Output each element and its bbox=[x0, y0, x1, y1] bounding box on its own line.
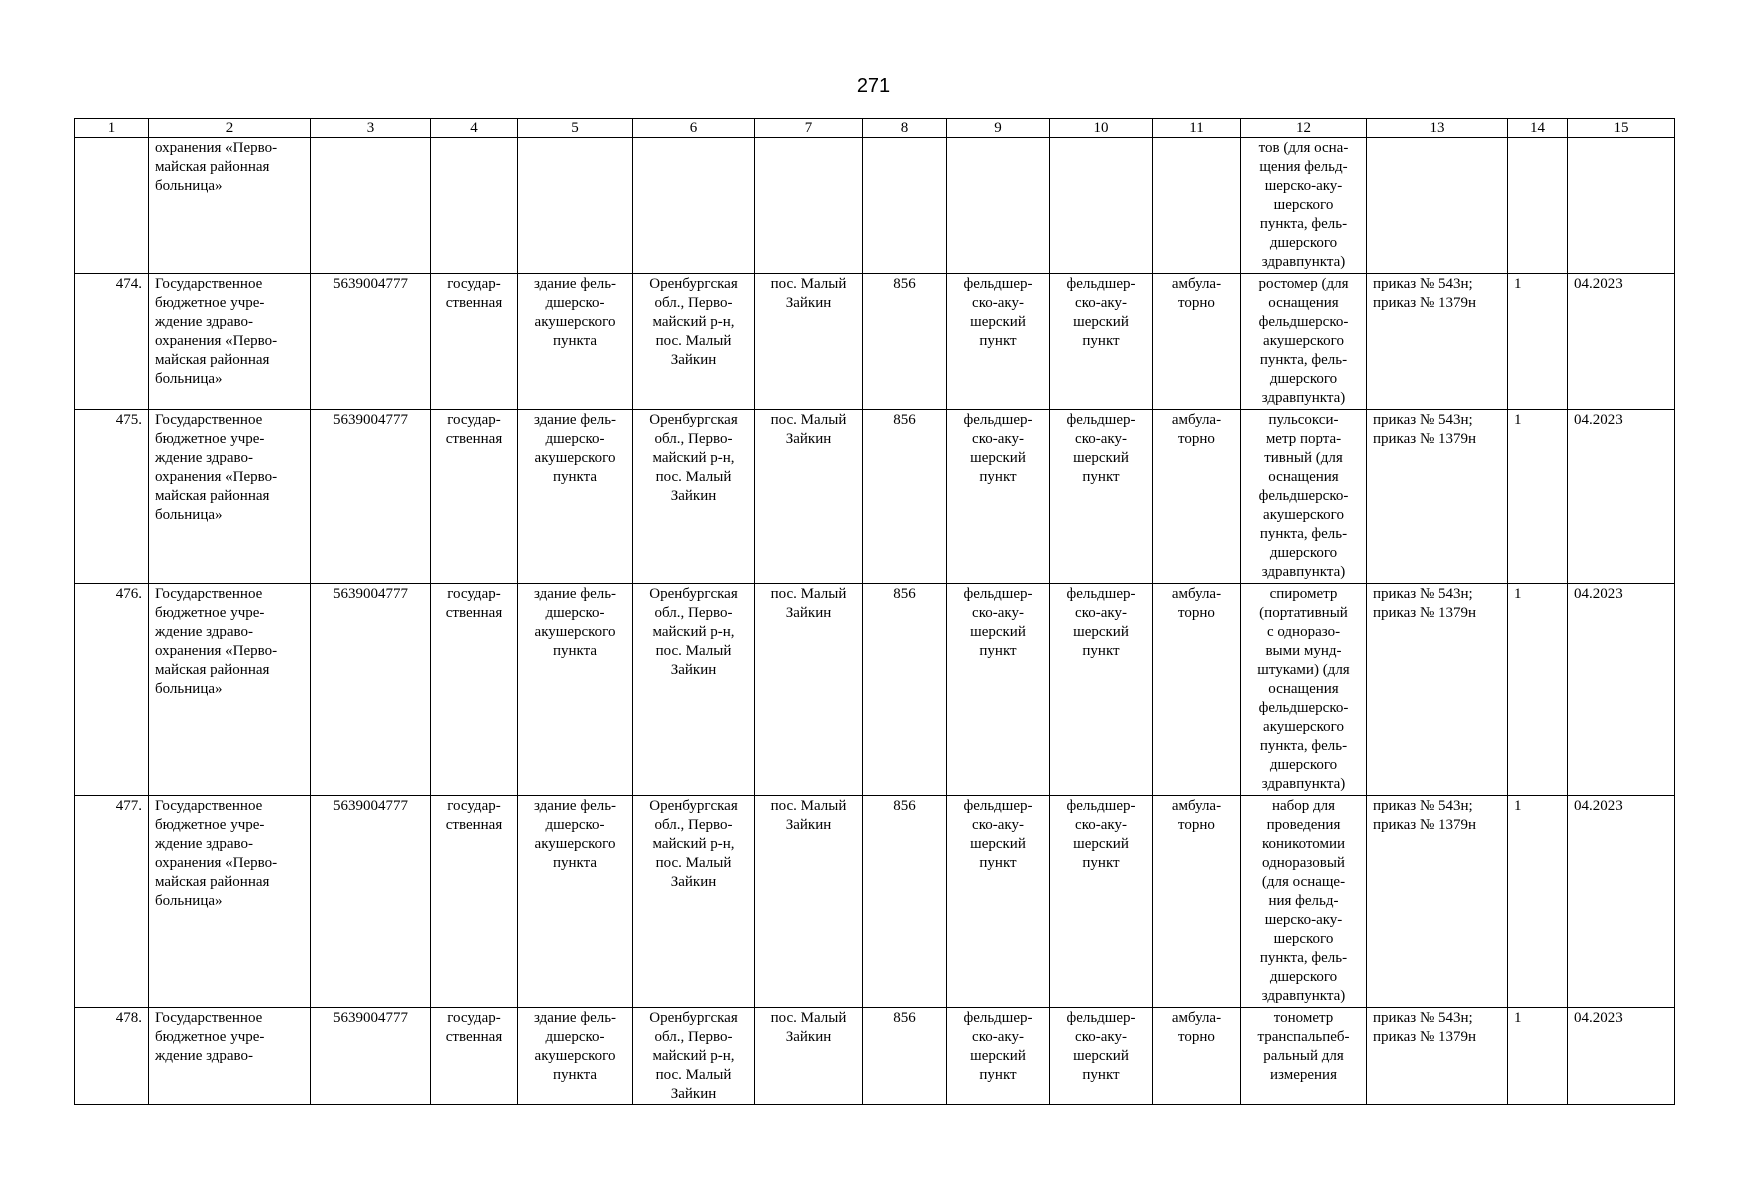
cell-regulation-order: приказ № 543н; приказ № 1379н bbox=[1367, 584, 1508, 796]
cell-ownership-form: государ- ственная bbox=[431, 1008, 518, 1105]
cell-row-number: 477. bbox=[75, 796, 149, 1008]
cell-organization-name: Государственное бюджетное учре- ждение здраво- охранения «Перво- майская районная больница» bbox=[149, 796, 311, 1008]
cell-care-condition bbox=[1153, 138, 1241, 274]
cell-row-number: 476. bbox=[75, 584, 149, 796]
cell-regulation-order: приказ № 543н; приказ № 1379н bbox=[1367, 410, 1508, 584]
cell-regulation-order: приказ № 543н; приказ № 1379н bbox=[1367, 796, 1508, 1008]
column-header: 1 bbox=[75, 119, 149, 138]
cell-code: 856 bbox=[863, 584, 947, 796]
cell-code: 856 bbox=[863, 274, 947, 410]
cell-facility-type: фельдшер- ско-аку- шерский пункт bbox=[947, 410, 1050, 584]
cell-quantity: 1 bbox=[1508, 796, 1568, 1008]
cell-subdivision-type: фельдшер- ско-аку- шерский пункт bbox=[1050, 584, 1153, 796]
cell-inn: 5639004777 bbox=[311, 1008, 431, 1105]
table-row bbox=[75, 584, 1675, 796]
column-header: 2 bbox=[149, 119, 311, 138]
cell-address: Оренбургская обл., Перво- майский р-н, пос. Малый Зайкин bbox=[633, 796, 755, 1008]
cell-settlement: пос. Малый Зайкин bbox=[755, 274, 863, 410]
cell-settlement bbox=[755, 138, 863, 274]
cell-regulation-order bbox=[1367, 138, 1508, 274]
column-header: 12 bbox=[1241, 119, 1367, 138]
cell-facility-type: фельдшер- ско-аку- шерский пункт bbox=[947, 274, 1050, 410]
cell-care-condition: амбула- торно bbox=[1153, 274, 1241, 410]
cell-settlement: пос. Малый Зайкин bbox=[755, 1008, 863, 1105]
table-row bbox=[75, 410, 1675, 584]
cell-subdivision-type: фельдшер- ско-аку- шерский пункт bbox=[1050, 1008, 1153, 1105]
cell-address: Оренбургская обл., Перво- майский р-н, пос. Малый Зайкин bbox=[633, 410, 755, 584]
cell-deadline: 04.2023 bbox=[1568, 410, 1675, 584]
table-row bbox=[75, 796, 1675, 1008]
cell-equipment-name: ростомер (для оснащения фельдшерско- акушерского пункта, фель- дшерского здравпункта) bbox=[1241, 274, 1367, 410]
cell-facility-type: фельдшер- ско-аку- шерский пункт bbox=[947, 1008, 1050, 1105]
cell-deadline: 04.2023 bbox=[1568, 274, 1675, 410]
cell-organization-name: охранения «Перво- майская районная больница» bbox=[149, 138, 311, 274]
column-header: 7 bbox=[755, 119, 863, 138]
cell-address: Оренбургская обл., Перво- майский р-н, пос. Малый Зайкин bbox=[633, 274, 755, 410]
cell-facility-type: фельдшер- ско-аку- шерский пункт bbox=[947, 584, 1050, 796]
cell-settlement: пос. Малый Зайкин bbox=[755, 584, 863, 796]
cell-facility-type: фельдшер- ско-аку- шерский пункт bbox=[947, 796, 1050, 1008]
cell-care-condition: амбула- торно bbox=[1153, 584, 1241, 796]
page-number: 271 bbox=[856, 75, 891, 97]
register-table bbox=[74, 118, 1675, 1105]
cell-row-number: 475. bbox=[75, 410, 149, 584]
cell-equipment-name: тов (для осна- щения фельд- шерско-аку- шерского пункта, фель- дшерского здравпункта) bbox=[1241, 138, 1367, 274]
cell-organization-name: Государственное бюджетное учре- ждение здраво- bbox=[149, 1008, 311, 1105]
cell-row-number: 474. bbox=[75, 274, 149, 410]
cell-care-condition: амбула- торно bbox=[1153, 796, 1241, 1008]
column-header: 9 bbox=[947, 119, 1050, 138]
cell-building-type: здание фель- дшерско- акушерского пункта bbox=[518, 796, 633, 1008]
cell-inn: 5639004777 bbox=[311, 796, 431, 1008]
column-header: 3 bbox=[311, 119, 431, 138]
cell-subdivision-type bbox=[1050, 138, 1153, 274]
table-body bbox=[75, 138, 1675, 1105]
cell-address bbox=[633, 138, 755, 274]
cell-deadline: 04.2023 bbox=[1568, 584, 1675, 796]
cell-quantity bbox=[1508, 138, 1568, 274]
cell-building-type: здание фель- дшерско- акушерского пункта bbox=[518, 1008, 633, 1105]
cell-ownership-form: государ- ственная bbox=[431, 796, 518, 1008]
column-header: 15 bbox=[1568, 119, 1675, 138]
cell-ownership-form: государ- ственная bbox=[431, 274, 518, 410]
cell-equipment-name: тонометр транспальпеб- ральный для измерения bbox=[1241, 1008, 1367, 1105]
cell-organization-name: Государственное бюджетное учре- ждение здраво- охранения «Перво- майская районная больница» bbox=[149, 410, 311, 584]
cell-equipment-name: набор для проведения коникотомии одноразовый (для оснаще- ния фельд- шерско-аку- шерского пункта, фель- дшерского здравпункта) bbox=[1241, 796, 1367, 1008]
cell-organization-name: Государственное бюджетное учре- ждение здраво- охранения «Перво- майская районная больница» bbox=[149, 584, 311, 796]
cell-inn: 5639004777 bbox=[311, 584, 431, 796]
cell-facility-type bbox=[947, 138, 1050, 274]
cell-row-number bbox=[75, 138, 149, 274]
cell-quantity: 1 bbox=[1508, 410, 1568, 584]
cell-address: Оренбургская обл., Перво- майский р-н, пос. Малый Зайкин bbox=[633, 584, 755, 796]
cell-code: 856 bbox=[863, 796, 947, 1008]
cell-organization-name: Государственное бюджетное учре- ждение здраво- охранения «Перво- майская районная больница» bbox=[149, 274, 311, 410]
column-header: 13 bbox=[1367, 119, 1508, 138]
cell-subdivision-type: фельдшер- ско-аку- шерский пункт bbox=[1050, 410, 1153, 584]
table-row bbox=[75, 1008, 1675, 1105]
column-header: 4 bbox=[431, 119, 518, 138]
column-header: 10 bbox=[1050, 119, 1153, 138]
column-header: 14 bbox=[1508, 119, 1568, 138]
column-header: 6 bbox=[633, 119, 755, 138]
header-row bbox=[75, 119, 1675, 138]
cell-code: 856 bbox=[863, 410, 947, 584]
cell-building-type: здание фель- дшерско- акушерского пункта bbox=[518, 410, 633, 584]
cell-code: 856 bbox=[863, 1008, 947, 1105]
cell-address: Оренбургская обл., Перво- майский р-н, пос. Малый Зайкин bbox=[633, 1008, 755, 1105]
cell-equipment-name: спирометр (портативный с одноразо- выми мунд- штуками) (для оснащения фельдшерско- акушерского пункта, фель- дшерского здравпункта) bbox=[1241, 584, 1367, 796]
cell-regulation-order: приказ № 543н; приказ № 1379н bbox=[1367, 1008, 1508, 1105]
cell-inn: 5639004777 bbox=[311, 410, 431, 584]
table-row bbox=[75, 138, 1675, 274]
cell-settlement: пос. Малый Зайкин bbox=[755, 796, 863, 1008]
cell-deadline: 04.2023 bbox=[1568, 796, 1675, 1008]
cell-code bbox=[863, 138, 947, 274]
cell-inn bbox=[311, 138, 431, 274]
cell-ownership-form: государ- ственная bbox=[431, 410, 518, 584]
cell-quantity: 1 bbox=[1508, 274, 1568, 410]
cell-building-type: здание фель- дшерско- акушерского пункта bbox=[518, 274, 633, 410]
column-header: 11 bbox=[1153, 119, 1241, 138]
cell-inn: 5639004777 bbox=[311, 274, 431, 410]
cell-ownership-form bbox=[431, 138, 518, 274]
cell-row-number: 478. bbox=[75, 1008, 149, 1105]
cell-settlement: пос. Малый Зайкин bbox=[755, 410, 863, 584]
cell-care-condition: амбула- торно bbox=[1153, 410, 1241, 584]
cell-ownership-form: государ- ственная bbox=[431, 584, 518, 796]
cell-regulation-order: приказ № 543н; приказ № 1379н bbox=[1367, 274, 1508, 410]
cell-care-condition: амбула- торно bbox=[1153, 1008, 1241, 1105]
cell-quantity: 1 bbox=[1508, 1008, 1568, 1105]
cell-equipment-name: пульсокси- метр порта- тивный (для оснащения фельдшерско- акушерского пункта, фель- дшерского здравпункта) bbox=[1241, 410, 1367, 584]
cell-deadline bbox=[1568, 138, 1675, 274]
cell-building-type bbox=[518, 138, 633, 274]
cell-quantity: 1 bbox=[1508, 584, 1568, 796]
column-header: 5 bbox=[518, 119, 633, 138]
table-header bbox=[75, 119, 1675, 138]
cell-deadline: 04.2023 bbox=[1568, 1008, 1675, 1105]
table-row bbox=[75, 274, 1675, 410]
cell-subdivision-type: фельдшер- ско-аку- шерский пункт bbox=[1050, 796, 1153, 1008]
cell-building-type: здание фель- дшерско- акушерского пункта bbox=[518, 584, 633, 796]
column-header: 8 bbox=[863, 119, 947, 138]
cell-subdivision-type: фельдшер- ско-аку- шерский пункт bbox=[1050, 274, 1153, 410]
